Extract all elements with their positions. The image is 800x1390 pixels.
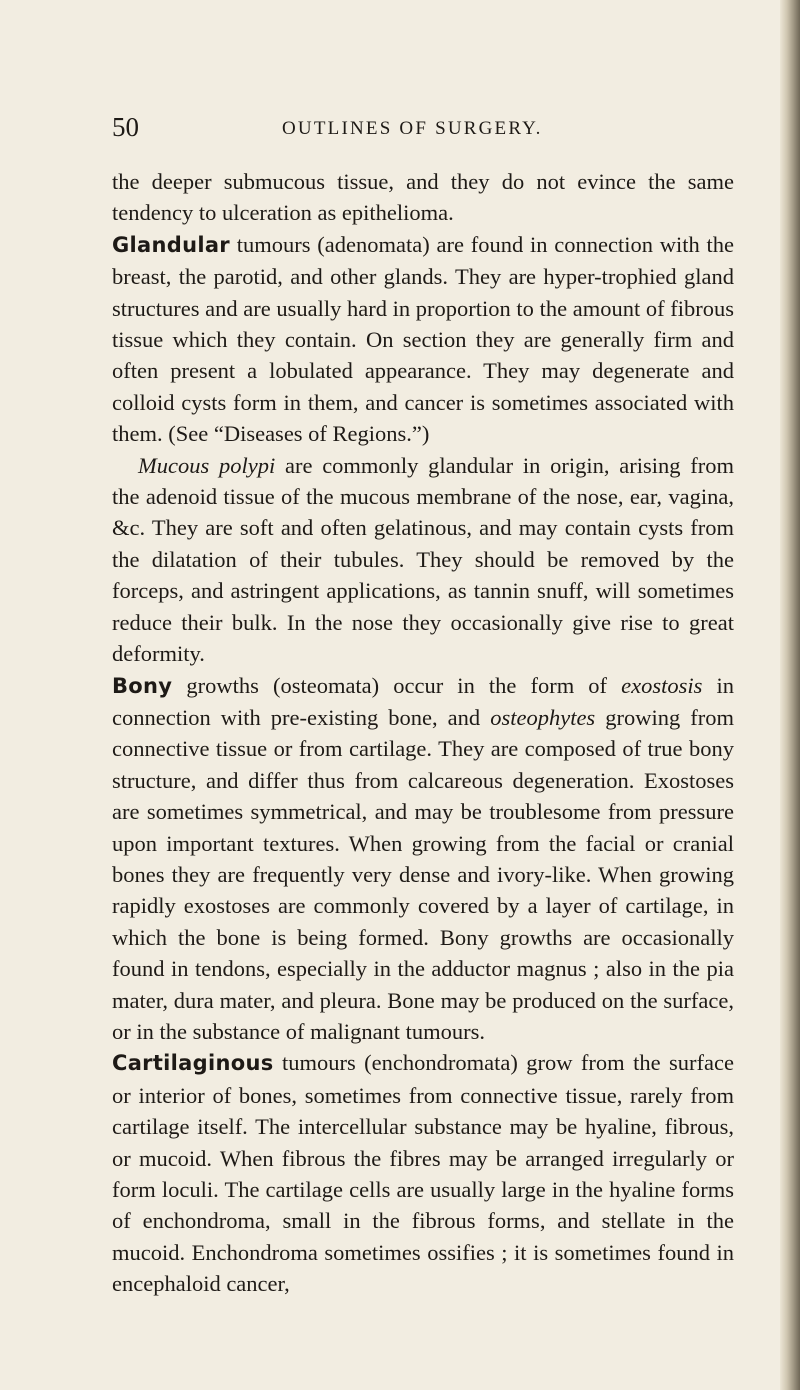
paragraph-bony: Bony growths (osteomata) occur in the form of exostosis in connection with pre-existing bone, and osteophytes growing from connective tissue or from cartilage. They are composed of true bony structure, and differ thus from calcareous degeneration. Exostoses are sometimes symmetrical, and may be troublesome from pressure upon important textures. When growing from the facial or cranial bones they are frequently very dense and ivory-like. When growing rapidly exostoses are commonly covered by a layer of cartilage, in which the bone is being formed. Bony growths are occasionally found in tendons, especially in the adductor magnus ; also in the pia mater, dura mater, and pleura. Bone may be produced on the surface, or in the substance of malignant tumours.	[112, 672, 735, 1044]
section-lead-cartilaginous: Cartilaginous	[112, 1051, 274, 1076]
running-title: OUTLINES OF SURGERY.	[282, 118, 543, 139]
section-lead-bony: Bony	[112, 673, 173, 698]
term-mucous-polypi: Mucous polypi	[138, 452, 276, 478]
paragraph-mucous-polypi: Mucous polypi are commonly glandular in origin, arising from the adenoid tissue of the mucous membrane of the nose, ear, vagina, &c. They are soft and often gelatinous, and may contain cysts from the dilatation of their tubules. They should be removed by the forceps, and astringent applications, as tannin snuff, will sometimes reduce their bulk. In the nose they occasionally give rise to great deformity.	[112, 452, 734, 667]
page-number: 50	[112, 112, 139, 142]
term-exostosis: exostosis	[621, 672, 703, 698]
body-text	[112, 166, 734, 1300]
page-edge-shadow	[780, 0, 800, 1390]
term-osteophytes: osteophytes	[490, 704, 596, 730]
paragraph-glandular: Glandular tumours (adenomata) are found in connection with the breast, the parotid, and other glands. They are hyper-trophied gland structures and are usually hard in proportion to the amount of fibrous tissue which they contain. On section they are generally firm and often present a lobulated appearance. They may degenerate and colloid cysts form in them, and cancer is sometimes associated with them. (See “Diseases of Regions.”)	[112, 231, 734, 447]
page-header	[112, 112, 732, 152]
paragraph-cartilaginous: Cartilaginous tumours (enchondromata) grow from the surface or interior of bones, sometimes from connective tissue, rarely from cartilage itself. The intercellular substance may be hyaline, fibrous, or mucoid. When fibrous the fibres may be arranged irregularly or form loculi. The cartilage cells are usually large in the hyaline forms of enchondroma, small in the fibrous forms, and stellate in the mucoid. Enchondroma sometimes ossifies ; it is sometimes found in encephaloid cancer,	[112, 1050, 734, 1297]
section-lead-glandular: Glandular	[112, 232, 230, 257]
paragraph-continuation: the deeper submucous tissue, and they do not evince the same tendency to ulceration as epithelioma.	[112, 169, 734, 226]
